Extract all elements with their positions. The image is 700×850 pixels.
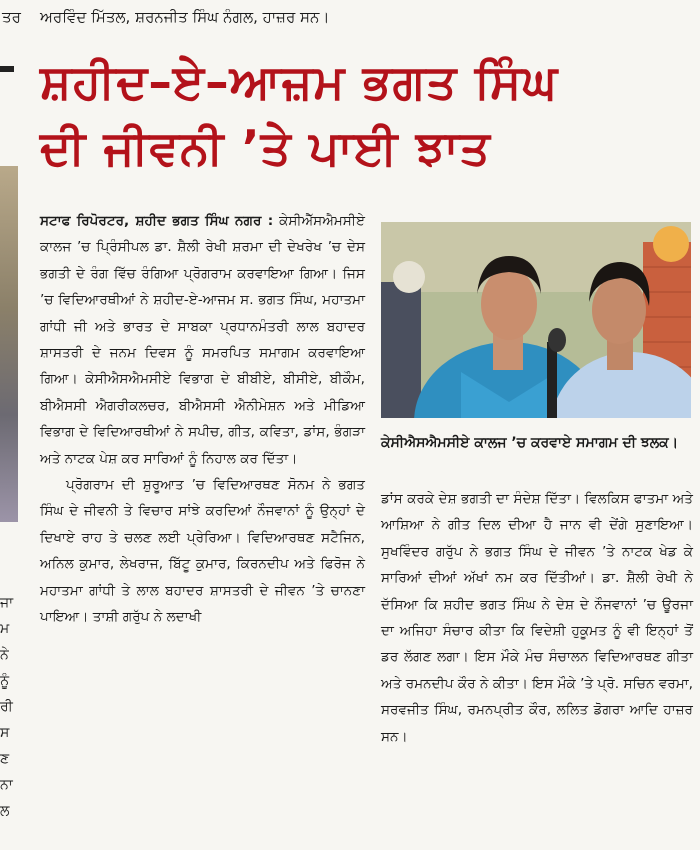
fragment-line: ਲ (0, 803, 10, 819)
article-paragraph-1 (40, 208, 365, 472)
top-text-line (0, 4, 700, 30)
fragment-line: ਨੂੰ (0, 673, 10, 689)
fragment-line: ਰੀ (0, 699, 13, 715)
article-right-column (381, 486, 693, 750)
fragment-line: ਮ (0, 621, 10, 637)
headline (40, 50, 690, 182)
article-paragraph-2: ਪ੍ਰੋਗਰਾਮ ਦੀ ਸ਼ੁਰੂਆਤ ’ਚ ਵਿਦਿਆਰਥਣ ਸੋਨਮ ਨੇ ਭਗਤ ਸਿੰਘ ਦੇ ਜੀਵਨੀ ਤੇ ਵਿਚਾਰ ਸਾਂਝੇ ਕਰਦਿਆਂ ਨੌਜਵਾਨਾਂ ਨੂੰ ਉਨ੍ਹਾਂ ਦੇ ਦਿਖਾਏ ਰਾਹ ਤੇ ਚਲਣ ਲਈ ਪ੍ਰੇਰਿਆ। ਵਿਦਿਆਰਥਣ ਸਟੈਜਿਨ, ਅਨਿਲ ਕੁਮਾਰ, ਲੇਖਰਾਜ, ਬਿੱਟੂ ਕੁਮਾਰ, ਕਿਰਨਦੀਪ ਅਤੇ ਫਿਰੋਜ ਨੇ ਮਹਾਤਮਾ ਗਾਂਧੀ ਤੇ ਲਾਲ ਬਹਾਦਰ ਸ਼ਾਸਤਰੀ ਦੇ ਜੀਵਨ ’ਤੇ ਚਾਨਣਾ ਪਾਇਆ। ਤਾਸ਼ੀ ਗਰੁੱਪ ਨੇ ਲਦਾਖੀ (40, 477, 365, 626)
photo-caption: ਕੇਸੀਐਸਐਮਸੀਏ ਕਾਲਜ ’ਚ ਕਰਵਾਏ ਸਮਾਗਮ ਦੀ ਝਲਕ। (381, 435, 679, 451)
byline: ਸਟਾਫ ਰਿਪੋਰਟਰ, ਸ਼ਹੀਦ ਭਗਤ ਸਿੰਘ ਨਗਰ : (40, 213, 274, 229)
adjacent-photo-edge (0, 166, 18, 522)
top-left-fragment: ਤਰ (2, 8, 21, 26)
headline-line-2: ਦੀ ਜੀਵਨੀ ’ਤੇ ਪਾਈ ਝਾਤ (40, 121, 491, 176)
fragment-line: ਜਾ (0, 595, 14, 611)
left-edge-dash (0, 66, 14, 72)
paragraph-1-text: ਕੇਸੀਐੱਸਐਮਸੀਏ ਕਾਲਜ ’ਚ ਪ੍ਰਿੰਸੀਪਲ ਡਾ. ਸ਼ੈਲੀ ਰੇਖੀ ਸ਼ਰਮਾ ਦੀ ਦੇਖਰੇਖ ’ਚ ਦੇਸ ਭਗਤੀ ਦੇ ਰੰਗ ਵਿੱਚ ਰੰਗਿਆ ਪ੍ਰੋਗਰਾਮ ਕਰਵਾਇਆ ਗਿਆ। ਜਿਸ ’ਚ ਵਿਦਿਆਰਥੀਆਂ ਨੇ ਸ਼ਹੀਦ-ਏ-ਆਜਮ ਸ. ਭਗਤ ਸਿੰਘ, ਮਹਾਤਮਾ ਗਾਂਧੀ ਜੀ ਅਤੇ ਭਾਰਤ ਦੇ ਸਾਬਕਾ ਪ੍ਰਧਾਨਮੰਤਰੀ ਲਾਲ ਬਹਾਦਰ ਸ਼ਾਸਤਰੀ ਦੇ ਜਨਮ ਦਿਵਸ ਨੂੰ ਸਮਰਪਿਤ ਸਮਾਗਮ ਕਰਵਾਇਆ ਗਿਆ। ਕੇਸੀਐਸਐਮਸੀਏ ਵਿਭਾਗ ਦੇ ਬੀਬੀਏ, ਬੀਸੀਏ, ਬੀਕੌਮ, ਬੀਐਸਸੀ ਐਗਰੀਕਲਚਰ, ਬੀਐਸਸੀ ਐਨੀਮੇਸ਼ਨ ਅਤੇ ਮੀਡਿਆ ਵਿਭਾਗ ਦੇ ਵਿਦਿਆਰਥੀਆਂ ਨੇ ਸਪੀਚ, ਗੀਤ, ਕਵਿਤਾ, ਡਾਂਸ, ਭੰਗੜਾ ਅਤੇ ਨਾਟਕ ਪੇਸ਼ ਕਰ ਸਾਰਿਆਂ ਨੂੰ ਨਿਹਾਲ ਕਰ ਦਿੱਤਾ। (40, 213, 365, 467)
photo-illustration (381, 222, 691, 418)
article-left-column (40, 208, 365, 631)
event-photo (381, 222, 691, 418)
top-line-text: ਅਰਵਿੰਦ ਮਿੱਤਲ, ਸ਼ਰਨਜੀਤ ਸਿੰਘ ਨੰਗਲ, ਹਾਜ਼ਰ ਸਨ। (40, 8, 330, 26)
fragment-line: ਣ (0, 751, 10, 767)
adjacent-column-fragments (0, 590, 22, 824)
article-paragraph-3: ਡਾਂਸ ਕਰਕੇ ਦੇਸ਼ ਭਗਤੀ ਦਾ ਸੰਦੇਸ਼ ਦਿੱਤਾ। ਵਿਲਕਿਸ ਫਾਤਮਾ ਅਤੇ ਆਸ਼ਿਆ ਨੇ ਗੀਤ ਦਿਲ ਦੀਆ ਹੈ ਜਾਨ ਵੀ ਦੇਂਗੇ ਸੁਣਾਇਆ। ਸੁਖਵਿੰਦਰ ਗਰੁੱਪ ਨੇ ਭਗਤ ਸਿੰਘ ਦੇ ਜੀਵਨ ’ਤੇ ਨਾਟਕ ਖੇਡ ਕੇ ਸਾਰਿਆਂ ਦੀਆਂ ਅੱਖਾਂ ਨਮ ਕਰ ਦਿੱਤੀਆਂ। ਡਾ. ਸ਼ੈਲੀ ਰੇਖੀ ਨੇ ਦੱਸਿਆ ਕਿ ਸ਼ਹੀਦ ਭਗਤ ਸਿੰਘ ਨੇ ਦੇਸ਼ ਦੇ ਨੌਜਵਾਨਾਂ ’ਚ ਊਰਜਾ ਦਾ ਅਜਿਹਾ ਸੰਚਾਰ ਕੀਤਾ ਕਿ ਵਿਦੇਸ਼ੀ ਹੁਕੂਮਤ ਨੂੰ ਵੀ ਇਨ੍ਹਾਂ ਤੋਂ ਡਰ ਲੱਗਣ ਲਗਾ। ਇਸ ਮੌਕੇ ਮੰਚ ਸੰਚਾਲਨ ਵਿਦਿਆਰਥਣ ਗੀਤਾ ਅਤੇ ਰਮਨਦੀਪ ਕੌਰ ਨੇ ਕੀਤਾ। ਇਸ ਮੌਕੇ ’ਤੇ ਪ੍ਰੋ. ਸਚਿਨ ਵਰਮਾ, ਸਰਵਜੀਤ ਸਿੰਘ, ਰਮਨਪ੍ਰੀਤ ਕੌਰ, ਲਲਿਤ ਡੋਗਰਾ ਆਦਿ ਹਾਜ਼ਰ ਸਨ। (381, 491, 693, 745)
fragment-line: ਨੇ (0, 647, 9, 663)
headline-line-1: ਸ਼ਹੀਦ–ਏ–ਆਜ਼ਮ ਭਗਤ ਸਿੰਘ (40, 55, 559, 110)
fragment-line: ਨਾ (0, 777, 13, 793)
fragment-line: ਸ (0, 725, 10, 741)
